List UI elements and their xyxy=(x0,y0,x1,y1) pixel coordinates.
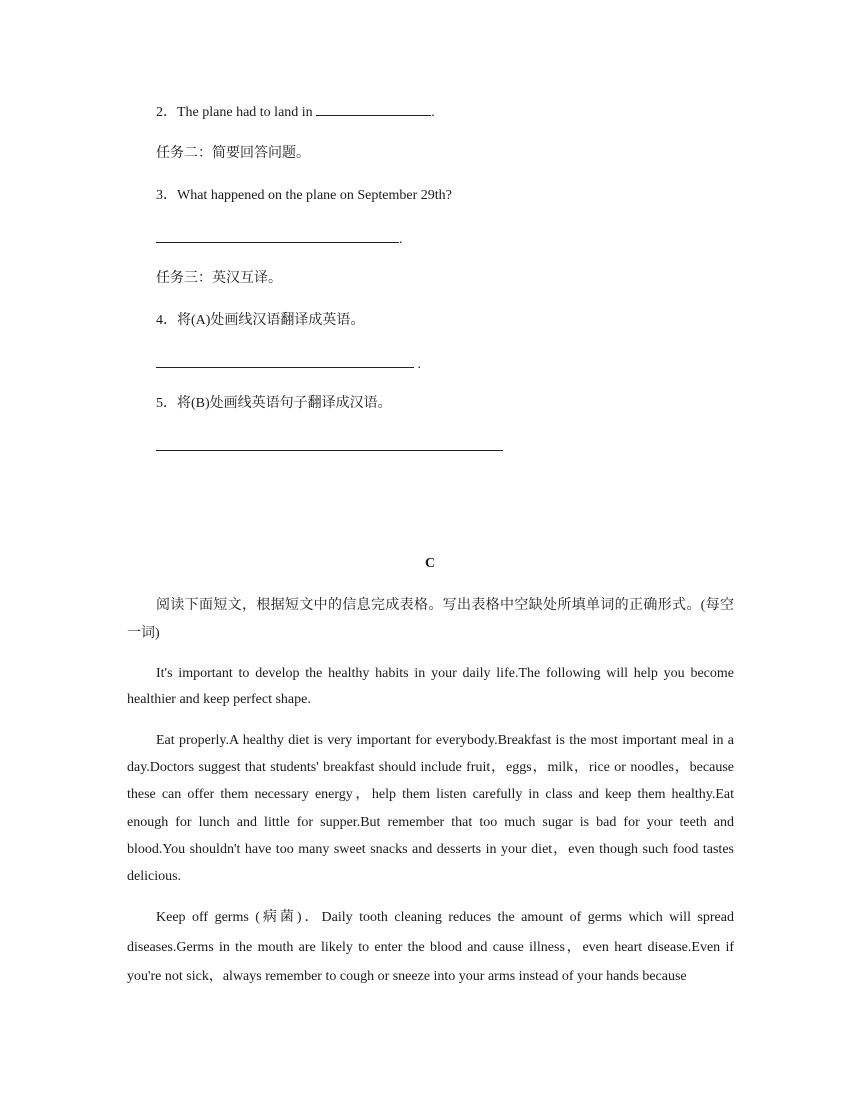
paragraph-2-text: Eat properly.A healthy diet is very important for everybody.Breakfast is the most important meal in a day.Doctors suggest that students' breakfast should include fruit，eggs，milk，rice or noodles，because these can offer them necessary energy，help them listen carefully in class and keep them healthy.Eat enough for lunch and little for supper.But remember that too much sugar is bad for your teeth and blood.You shouldn't have too many sweet snacks and desserts in your diet，even though such food tastes delicious. xyxy=(127,733,734,885)
answer-blank-2[interactable] xyxy=(316,101,431,116)
instruction-text: 阅读下面短文，根据短文中的信息完成表格。写出表格中空缺处所填单词的正确形式。(每空一词) xyxy=(127,598,734,641)
answer-blank-5[interactable] xyxy=(156,436,503,451)
answer-line-3-end: . xyxy=(399,232,403,247)
passage-paragraph-1 xyxy=(127,661,734,713)
answer-blank-4[interactable] xyxy=(156,353,414,368)
passage-paragraph-3 xyxy=(127,903,734,992)
question-2-end: . xyxy=(431,105,435,120)
answer-line-4-end: . xyxy=(414,357,421,372)
section-c-instruction xyxy=(127,592,734,648)
paragraph-3-text: Keep off germs (病菌)．Daily tooth cleaning reduces the amount of germs which will spread diseases.Germs in the mouth are likely to enter the blood and cause illness，even heart disease.Even if you're not sick，always remember to cough or sneeze into your arms instead of your hands because xyxy=(127,910,734,984)
answer-line-5 xyxy=(156,436,503,458)
question-4: 4．将(A)处画线汉语翻译成英语。 xyxy=(156,313,365,328)
answer-line-4 xyxy=(156,353,421,375)
question-2-text: 2．The plane had to land in xyxy=(156,105,317,120)
question-2 xyxy=(156,101,435,123)
answer-line-3 xyxy=(156,228,403,250)
question-3: 3．What happened on the plane on September 29th? xyxy=(156,188,452,203)
answer-blank-3[interactable] xyxy=(156,228,399,243)
question-5: 5．将(B)处画线英语句子翻译成汉语。 xyxy=(156,396,392,411)
task-2-heading: 任务二：简要回答问题。 xyxy=(156,146,310,161)
passage-paragraph-2 xyxy=(127,727,734,890)
paragraph-1-text: It's important to develop the healthy habits in your daily life.The following will help you become healthier and keep perfect shape. xyxy=(127,666,734,707)
section-c-heading: C xyxy=(424,556,436,571)
task-3-heading: 任务三：英汉互译。 xyxy=(156,271,282,286)
